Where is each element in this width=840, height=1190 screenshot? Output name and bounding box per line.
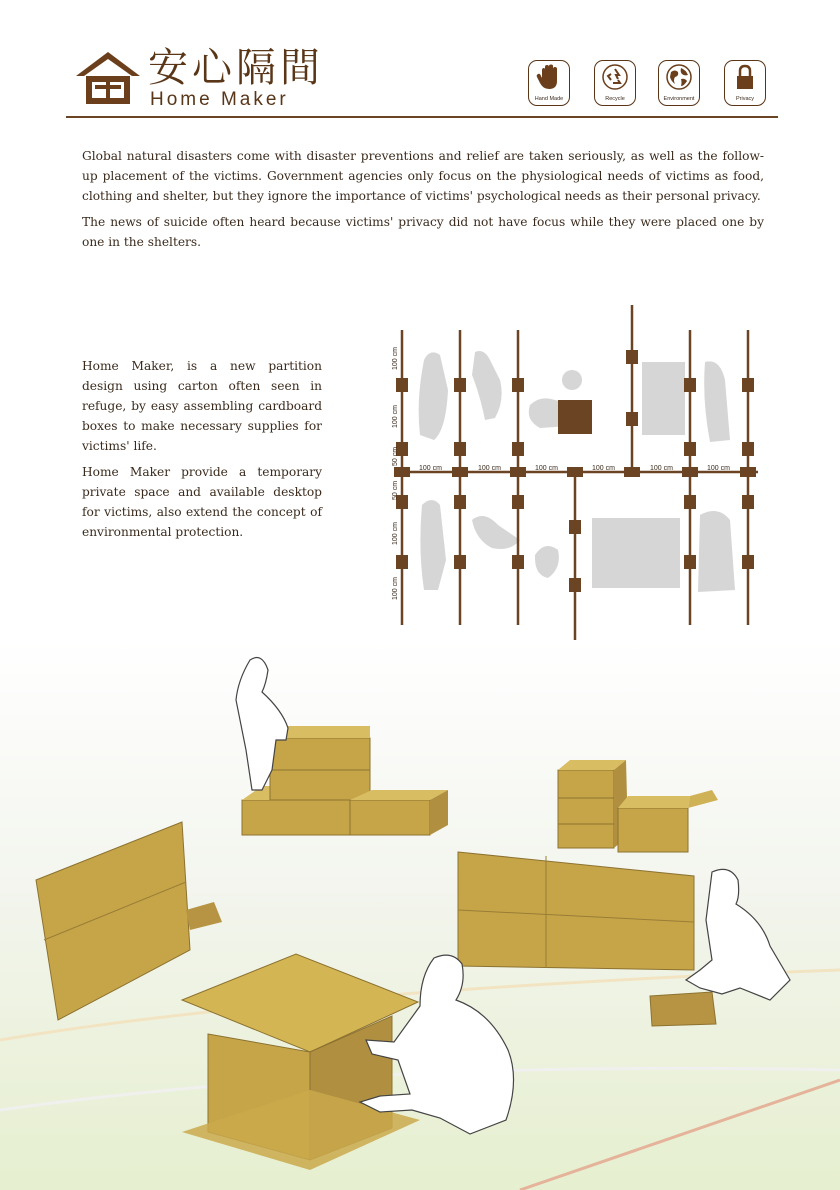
v-label-3: 50 cm	[392, 446, 399, 466]
v-label-6: 100 cm	[392, 577, 399, 600]
feature-icons	[528, 60, 768, 110]
v-label-2: 100 cm	[392, 405, 399, 428]
globe-icon	[666, 64, 692, 90]
title-english: Home Maker	[150, 89, 289, 110]
h-label-4: 100 cm	[592, 465, 615, 472]
hand-made-badge: Hand Made	[528, 60, 570, 106]
description-paragraph-2: Home Maker provide a temporary private space and available desktop for victims, also extend the concept of environmental protection.	[82, 465, 322, 539]
privacy-badge: Privacy	[724, 60, 766, 106]
v-label-5: 100 cm	[392, 522, 399, 545]
intro-text	[82, 146, 764, 258]
title-chinese: 安心隔間	[148, 45, 324, 91]
house-logo-icon	[74, 50, 142, 106]
v-label-4: 50 cm	[392, 480, 399, 500]
description-paragraph-1: Home Maker, is a new partition design using carton often seen in refuge, by easy assembling cardboard boxes to make necessary supplies for victims' life.	[82, 359, 322, 453]
lock-icon	[732, 64, 758, 90]
partition-plan-diagram	[380, 300, 770, 645]
v-label-1: 100 cm	[392, 347, 399, 370]
h-label-5: 100 cm	[650, 465, 673, 472]
product-scene-illustration	[0, 640, 840, 1190]
h-label-3: 100 cm	[535, 465, 558, 472]
h-label-1: 100 cm	[419, 465, 442, 472]
environment-badge: Environment	[658, 60, 700, 106]
intro-paragraph-2: The news of suicide often heard because victims' privacy did not have focus while they were placed one by one in the shelters.	[82, 215, 764, 249]
header-divider	[66, 116, 778, 118]
recycle-badge: Recycle	[594, 60, 636, 106]
h-label-2: 100 cm	[478, 465, 501, 472]
h-label-6: 100 cm	[707, 465, 730, 472]
description-text	[82, 356, 322, 548]
intro-paragraph-1: Global natural disasters come with disaster preventions and relief are taken seriously, as well as the follow-up placement of the victims. Government agencies only focus on the physiological needs of victims as food, clothing and shelter, but they ignore the importance of victims' psychological needs as their personal privacy.	[82, 149, 764, 203]
hand-icon	[536, 64, 562, 90]
recycle-icon	[602, 64, 628, 90]
